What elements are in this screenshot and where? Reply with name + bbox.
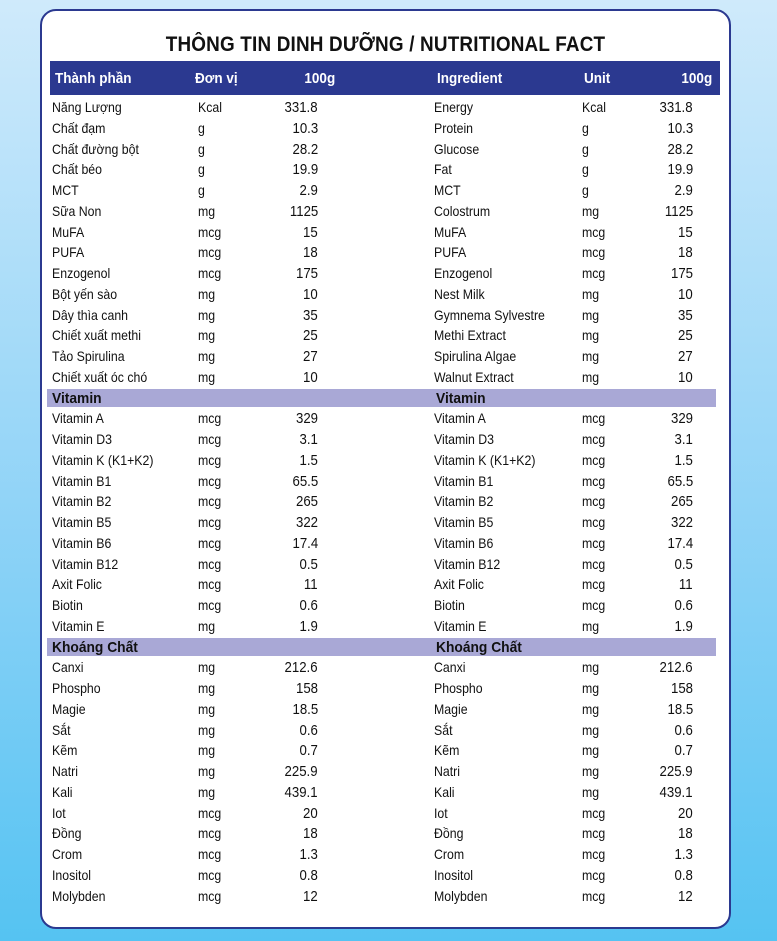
unit-en: Kcal [582,99,606,115]
unit-vi: mg [198,202,216,219]
unit-vi: mcg [198,804,222,821]
unit-vi: mg [198,783,216,800]
unit-en: mcg [582,576,606,593]
unit-vi: mg [198,617,216,634]
ingredient-en: Gymnema Sylvestre [434,306,545,323]
amount-vi: 329 [295,410,318,428]
amount-en: 25 [678,327,693,345]
ingredient-vi: Vitamin B5 [52,514,112,530]
unit-en: mcg [582,825,606,842]
amount-en: 18 [678,244,693,262]
table-row [42,305,729,325]
ingredient-vi: Natri [52,763,79,779]
table-row [42,242,729,262]
header-unit-vi: Đơn vị [195,70,238,87]
ingredient-vi: Crom [52,846,83,862]
amount-en: 11 [679,576,693,594]
table-row [42,118,729,138]
table-row [42,803,729,823]
amount-en: 10 [678,368,693,386]
ingredient-en: Vitamin B5 [434,514,494,530]
amount-en: 12 [678,887,693,905]
amount-vi: 0.8 [299,866,318,884]
table-row [42,761,729,781]
amount-en: 18.5 [667,700,693,718]
ingredient-vi: Vitamin K (K1+K2) [52,451,154,468]
header-unit-en: Unit [584,70,611,87]
ingredient-vi: Chất đường bột [52,140,139,157]
amount-en: 35 [678,306,693,324]
ingredient-en: Canxi [434,659,466,676]
unit-en: mg [582,368,600,385]
unit-vi: mcg [198,514,222,530]
ingredient-en: Fat [434,161,452,178]
unit-vi: g [198,119,205,136]
table-row [42,699,729,719]
unit-vi: mcg [198,866,222,883]
amount-vi: 27 [303,348,318,365]
section-header [47,638,716,656]
unit-en: mcg [582,514,606,530]
header-amount-en: 100g [681,70,712,87]
amount-vi: 212.6 [284,659,318,677]
section-label-vi: Vitamin [52,389,102,407]
ingredient-vi: Vitamin B2 [52,493,112,510]
amount-vi: 1.3 [299,846,318,863]
unit-vi: g [198,182,205,198]
ingredient-vi: Biotin [52,597,83,613]
unit-en: mcg [582,804,606,821]
amount-en: 265 [670,493,693,511]
unit-vi: mg [198,368,216,385]
ingredient-en: Kẽm [434,742,460,759]
amount-vi: 439.1 [284,783,318,801]
amount-en: 1.5 [674,451,693,469]
unit-vi: mcg [198,825,222,842]
ingredient-vi: Chất đạm [52,119,106,136]
amount-vi: 0.6 [299,597,318,614]
table-header [50,61,720,95]
amount-en: 329 [670,410,693,428]
unit-en: mcg [582,410,606,427]
amount-en: 15 [678,223,693,241]
section-label-vi: Khoáng Chất [52,638,138,656]
unit-vi: mcg [198,493,222,510]
unit-en: mg [582,783,600,800]
amount-vi: 2.9 [299,182,318,199]
amount-en: 1.9 [674,617,693,635]
amount-vi: 265 [295,493,318,511]
unit-vi: mg [198,721,216,738]
section-label-en: Khoáng Chất [436,638,522,656]
unit-en: mcg [582,887,606,904]
unit-vi: Kcal [198,99,222,115]
ingredient-vi: Phospho [52,680,101,696]
table-row [42,512,729,532]
table-row [42,720,729,740]
amount-en: 158 [670,680,693,697]
ingredient-vi: Chiết xuất methi [52,327,142,344]
ingredient-vi: Tảo Spirulina [52,348,125,364]
table-row [42,886,729,906]
amount-vi: 0.5 [299,555,318,573]
unit-en: mg [582,348,600,364]
ingredient-vi: Vitamin B1 [52,472,112,489]
unit-vi: mcg [198,534,222,551]
unit-vi: mcg [198,555,222,572]
unit-en: mcg [582,472,606,489]
section-label-en: Vitamin [436,389,486,407]
nutrition-card [40,9,731,929]
amount-vi: 1.9 [299,617,318,635]
unit-en: mg [582,617,600,634]
amount-en: 322 [670,514,693,531]
amount-en: 0.5 [674,555,693,573]
ingredient-en: Vitamin B2 [434,493,494,510]
amount-vi: 1125 [289,202,318,220]
unit-en: mcg [582,846,606,862]
ingredient-en: Inositol [434,866,474,883]
ingredient-vi: PUFA [52,244,85,261]
unit-en: mcg [582,597,606,613]
amount-en: 175 [670,265,693,282]
unit-vi: mcg [198,451,222,468]
table-row [42,657,729,677]
ingredient-vi: Vitamin B12 [52,555,119,572]
amount-vi: 19.9 [292,161,318,179]
amount-vi: 158 [295,680,318,697]
table-row [42,346,729,366]
ingredient-vi: Chất béo [52,161,103,178]
header-name-en: Ingredient [437,70,503,87]
unit-vi: g [198,140,205,157]
unit-vi: mcg [198,887,222,904]
ingredient-en: Colostrum [434,202,491,219]
ingredient-en: Vitamin E [434,617,487,634]
table-row [42,201,729,221]
unit-vi: mg [198,285,216,302]
unit-vi: mcg [198,431,222,447]
table-row [42,450,729,470]
ingredient-vi: Inositol [52,866,92,883]
table-row [42,782,729,802]
ingredient-en: Crom [434,846,465,862]
amount-vi: 10 [303,285,318,303]
ingredient-en: Kali [434,783,455,800]
amount-vi: 28.2 [292,140,318,158]
amount-en: 0.6 [674,597,693,614]
ingredient-vi: Magie [52,700,86,717]
ingredient-en: Magie [434,700,468,717]
unit-vi: mg [198,327,216,344]
table-row [42,595,729,615]
ingredient-vi: Bột yến sào [52,285,118,302]
ingredient-vi: Enzogenol [52,265,111,281]
unit-en: g [582,140,589,157]
unit-en: mcg [582,555,606,572]
ingredient-vi: Axit Folic [52,576,102,593]
unit-vi: mg [198,763,216,779]
ingredient-en: MuFA [434,223,467,240]
amount-en: 10 [678,285,693,303]
table-row [42,678,729,698]
table-row [42,367,729,387]
amount-vi: 17.4 [292,534,318,552]
amount-vi: 1.5 [299,451,318,469]
ingredient-en: Đồng [434,825,464,842]
amount-en: 18 [678,825,693,843]
amount-en: 439.1 [659,783,693,801]
amount-vi: 15 [303,223,318,241]
unit-en: mg [582,721,600,738]
ingredient-en: Vitamin A [434,410,486,427]
amount-vi: 11 [304,576,318,594]
unit-en: mcg [582,244,606,261]
amount-vi: 331.8 [284,99,318,116]
table-row [42,865,729,885]
ingredient-vi: Kali [52,783,73,800]
table-row [42,554,729,574]
ingredient-en: Sắt [434,721,453,738]
ingredient-en: Biotin [434,597,465,613]
amount-en: 212.6 [659,659,693,677]
table-row [42,616,729,636]
ingredient-en: Energy [434,99,474,115]
amount-vi: 18 [303,825,318,843]
unit-vi: g [198,161,205,178]
table-row [42,823,729,843]
unit-vi: mcg [198,846,222,862]
table-row [42,159,729,179]
ingredient-vi: Molybden [52,887,106,904]
unit-vi: mg [198,348,216,364]
amount-vi: 175 [295,265,318,282]
unit-en: mcg [582,866,606,883]
unit-vi: mg [198,680,216,696]
amount-vi: 35 [303,306,318,324]
table-row [42,263,729,283]
unit-vi: mcg [198,410,222,427]
amount-en: 1.3 [674,846,693,863]
ingredient-en: Natri [434,763,461,779]
ingredient-vi: Vitamin D3 [52,431,113,447]
amount-en: 3.1 [674,431,693,448]
ingredient-en: Phospho [434,680,483,696]
ingredient-en: Protein [434,119,474,136]
unit-en: mcg [582,265,606,281]
table-row [42,471,729,491]
table-row [42,429,729,449]
amount-en: 0.7 [674,742,693,760]
amount-en: 1125 [664,202,693,220]
unit-vi: mcg [198,244,222,261]
unit-en: mg [582,763,600,779]
amount-vi: 18 [303,244,318,262]
ingredient-en: MCT [434,182,461,198]
ingredient-en: Spirulina Algae [434,348,517,364]
ingredient-en: Axit Folic [434,576,484,593]
ingredient-vi: Năng Lượng [52,99,122,115]
unit-en: mcg [582,493,606,510]
amount-vi: 10.3 [292,119,318,137]
ingredient-en: Vitamin K (K1+K2) [434,451,536,468]
amount-en: 10.3 [667,119,693,137]
ingredient-en: Molybden [434,887,488,904]
amount-vi: 0.7 [299,742,318,760]
page-title: THÔNG TIN DINH DƯỠNG / NUTRITIONAL FACT [165,33,606,56]
table-row [42,491,729,511]
unit-vi: mcg [198,223,222,240]
amount-en: 19.9 [667,161,693,179]
unit-vi: mg [198,742,216,759]
unit-vi: mg [198,659,216,676]
ingredient-vi: Iot [52,804,66,821]
unit-en: g [582,161,589,178]
amount-vi: 3.1 [299,431,318,448]
unit-en: g [582,119,589,136]
amount-vi: 25 [303,327,318,345]
unit-vi: mcg [198,472,222,489]
unit-en: g [582,182,589,198]
amount-vi: 225.9 [284,763,318,780]
table-row [42,533,729,553]
amount-vi: 65.5 [292,472,318,490]
ingredient-en: Vitamin B6 [434,534,494,551]
amount-vi: 12 [303,887,318,905]
ingredient-vi: Sắt [52,721,71,738]
ingredient-en: Vitamin D3 [434,431,495,447]
table-row [42,180,729,200]
amount-vi: 322 [295,514,318,531]
unit-en: mcg [582,534,606,551]
amount-vi: 18.5 [292,700,318,718]
ingredient-vi: Dây thìa canh [52,306,129,323]
unit-vi: mg [198,306,216,323]
amount-en: 20 [678,804,693,822]
amount-vi: 20 [303,804,318,822]
table-row [42,222,729,242]
amount-en: 27 [678,348,693,365]
ingredient-en: Vitamin B12 [434,555,501,572]
amount-vi: 0.6 [299,721,318,739]
unit-vi: mg [198,700,216,717]
header-amount-vi: 100g [304,70,335,87]
unit-en: mg [582,285,600,302]
ingredient-vi: Vitamin A [52,410,104,427]
amount-en: 17.4 [667,534,693,552]
ingredient-vi: Canxi [52,659,84,676]
ingredient-en: Vitamin B1 [434,472,494,489]
table-row [42,139,729,159]
unit-en: mg [582,680,600,696]
ingredient-vi: MCT [52,182,79,198]
unit-en: mcg [582,451,606,468]
ingredient-vi: Đồng [52,825,82,842]
amount-en: 0.8 [674,866,693,884]
unit-en: mg [582,742,600,759]
ingredient-vi: Sữa Non [52,202,102,219]
table-row [42,574,729,594]
ingredient-vi: Kẽm [52,742,78,759]
header-name-vi: Thành phần [55,70,132,87]
unit-vi: mcg [198,576,222,593]
table-row [42,844,729,864]
ingredient-vi: Vitamin E [52,617,105,634]
unit-en: mg [582,306,600,323]
ingredient-en: Glucose [434,140,480,157]
ingredient-vi: Vitamin B6 [52,534,112,551]
ingredient-en: PUFA [434,244,467,261]
unit-en: mg [582,659,600,676]
ingredient-vi: MuFA [52,223,85,240]
ingredient-en: Walnut Extract [434,368,514,385]
table-row [42,97,729,117]
amount-en: 225.9 [659,763,693,780]
ingredient-en: Iot [434,804,448,821]
section-header [47,389,716,407]
unit-en: mcg [582,431,606,447]
amount-en: 2.9 [674,182,693,199]
unit-vi: mcg [198,597,222,613]
unit-en: mcg [582,223,606,240]
unit-en: mg [582,327,600,344]
unit-en: mg [582,202,600,219]
ingredient-en: Methi Extract [434,327,506,344]
unit-en: mg [582,700,600,717]
amount-vi: 10 [303,368,318,386]
table-row [42,740,729,760]
amount-en: 65.5 [667,472,693,490]
table-row [42,284,729,304]
amount-en: 28.2 [667,140,693,158]
table-row [42,408,729,428]
ingredient-en: Nest Milk [434,285,485,302]
ingredient-en: Enzogenol [434,265,493,281]
amount-en: 0.6 [674,721,693,739]
unit-vi: mcg [198,265,222,281]
ingredient-vi: Chiết xuất óc chó [52,368,148,385]
amount-en: 331.8 [659,99,693,116]
table-row [42,325,729,345]
